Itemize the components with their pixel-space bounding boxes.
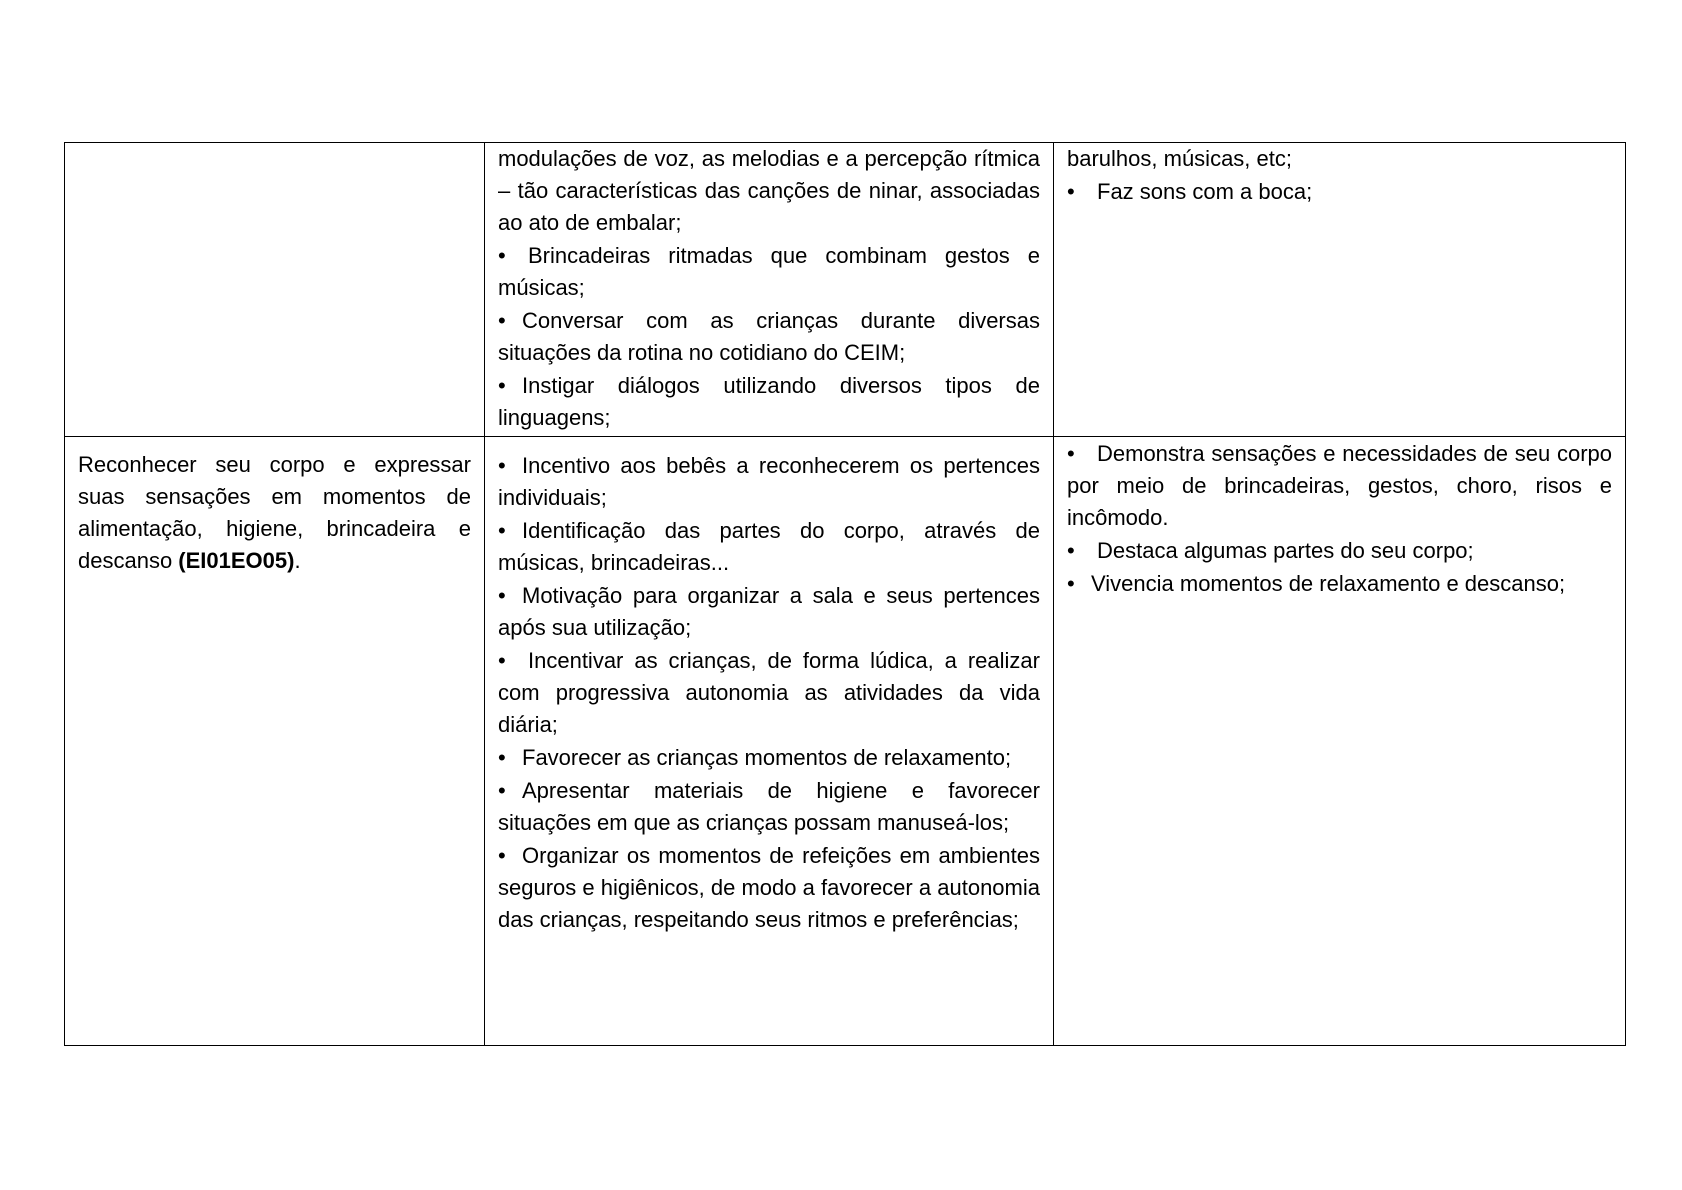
list-item: • Demonstra sensações e necessidades de seu corpo por meio de brincadeiras, gestos, choro, risos e incômodo.: [1067, 438, 1612, 534]
list-item: • Apresentar materiais de higiene e favorecer situações em que as crianças possam manuseá-los;: [498, 775, 1040, 839]
activities-cell: [485, 143, 1054, 437]
assessment-cell: [1054, 143, 1626, 437]
bullet-icon: •: [498, 648, 506, 673]
continuation-text: modulações de voz, as melodias e a percepção rítmica – tão características das canções de ninar, associadas ao ato de embalar;: [498, 146, 1040, 235]
bullet-icon: •: [1067, 441, 1075, 466]
list-item: • Identificação das partes do corpo, através de músicas, brincadeiras...: [498, 515, 1040, 579]
list-item: • Faz sons com a boca;: [1067, 176, 1612, 208]
table-row: [65, 143, 1626, 437]
bullet-icon: •: [498, 583, 506, 608]
objective-text: Reconhecer seu corpo e expressar suas sensações em momentos de alimentação, higiene, brincadeira e descanso (EI01EO05).: [78, 452, 471, 573]
objective-cell: [65, 143, 485, 437]
list-item: • Incentivar as crianças, de forma lúdica, a realizar com progressiva autonomia as atividades da vida diária;: [498, 645, 1040, 741]
assessment-cell: [1054, 437, 1626, 1046]
list-item: • Vivencia momentos de relaxamento e descanso;: [1067, 568, 1612, 600]
list-item: • Motivação para organizar a sala e seus pertences após sua utilização;: [498, 580, 1040, 644]
activities-cell: [485, 437, 1054, 1046]
list-item: • Favorecer as crianças momentos de relaxamento;: [498, 742, 1040, 774]
table-row: [65, 437, 1626, 1046]
list-item: • Incentivo aos bebês a reconhecerem os pertences individuais;: [498, 450, 1040, 514]
bncc-code: (EI01EO05): [178, 548, 295, 573]
list-item: • Instigar diálogos utilizando diversos tipos de linguagens;: [498, 370, 1040, 434]
list-item: • Destaca algumas partes do seu corpo;: [1067, 535, 1612, 567]
bullet-icon: •: [498, 243, 506, 268]
list-item: • Conversar com as crianças durante diversas situações da rotina no cotidiano do CEIM;: [498, 305, 1040, 369]
bullet-icon: •: [1067, 538, 1075, 563]
list-item: • Brincadeiras ritmadas que combinam gestos e músicas;: [498, 240, 1040, 304]
bullet-icon: •: [498, 373, 506, 398]
bullet-icon: •: [498, 518, 506, 543]
planning-table: [64, 142, 1626, 1046]
continuation-text: barulhos, músicas, etc;: [1067, 146, 1292, 171]
bullet-icon: •: [498, 453, 506, 478]
objective-cell: [65, 437, 485, 1046]
bullet-icon: •: [1067, 179, 1075, 204]
bullet-icon: •: [1067, 571, 1075, 596]
list-item: • Organizar os momentos de refeições em ambientes seguros e higiênicos, de modo a favorecer a autonomia das crianças, respeitando seus ritmos e preferências;: [498, 840, 1040, 936]
bullet-icon: •: [498, 745, 506, 770]
bullet-icon: •: [498, 308, 506, 333]
bullet-icon: •: [498, 778, 506, 803]
bullet-icon: •: [498, 843, 506, 868]
